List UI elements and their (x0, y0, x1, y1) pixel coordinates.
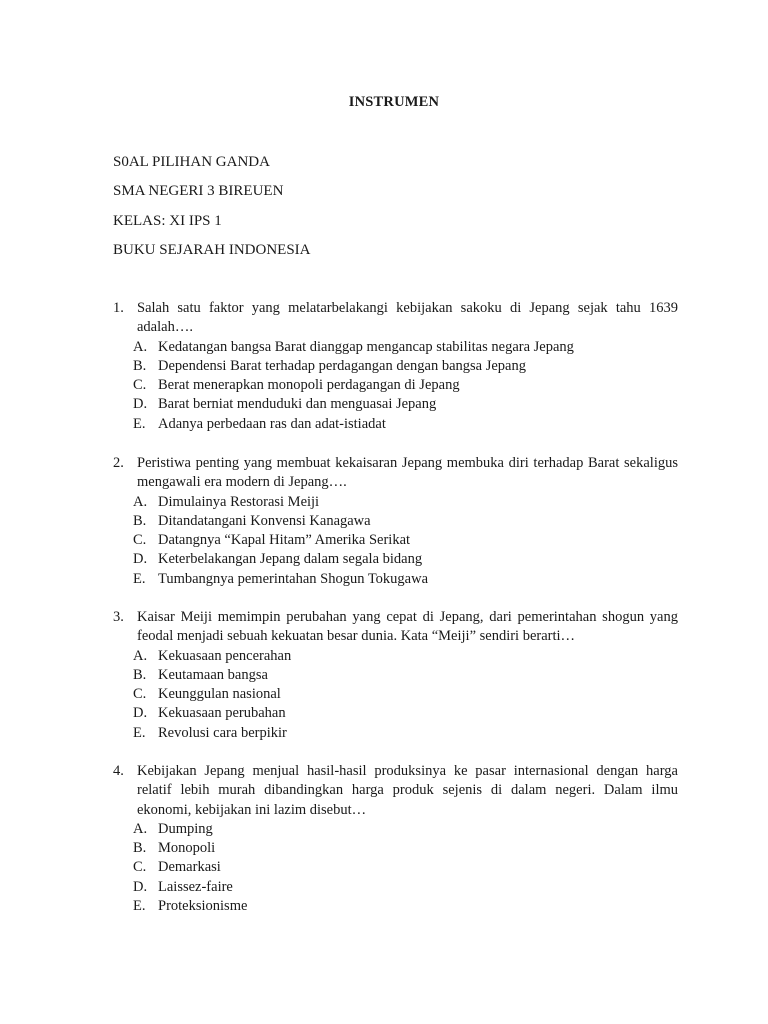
option-letter: D. (133, 705, 148, 722)
option-e (113, 724, 678, 743)
option-text: Kedatangan bangsa Barat dianggap mengancap stabilitas negara Jepang (158, 338, 574, 355)
option-list (113, 647, 678, 743)
option-text: Dimulainya Restorasi Meiji (158, 493, 320, 510)
question-text: Peristiwa penting yang membuat kekaisaran Jepang membuka diri terhadap Barat sekaligus mengawali era modern di Jepang…. (137, 455, 678, 491)
option-d (113, 550, 678, 569)
option-text: Dumping (158, 820, 213, 837)
question-text: Salah satu faktor yang melatarbelakangi kebijakan sakoku di Jepang sejak tahu 1639 adalah…. (137, 300, 678, 336)
option-letter: B. (133, 840, 147, 857)
option-text: Keunggulan nasional (158, 686, 281, 703)
question-1 (113, 299, 678, 434)
option-d (113, 878, 678, 897)
question-3 (113, 608, 678, 743)
option-list (113, 493, 678, 589)
option-c (113, 376, 678, 395)
question-2 (113, 454, 678, 589)
option-letter: E. (133, 898, 146, 915)
option-letter: A. (133, 493, 148, 510)
option-list (113, 820, 678, 916)
option-text: Tumbangnya pemerintahan Shogun Tokugawa (158, 570, 429, 587)
option-e (113, 897, 678, 916)
option-e (113, 570, 678, 589)
option-letter: B. (133, 357, 147, 374)
option-letter: D. (133, 551, 148, 568)
option-list (113, 338, 678, 434)
option-d (113, 704, 678, 723)
option-letter: E. (133, 724, 146, 741)
option-text: Adanya perbedaan ras dan adat-istiadat (158, 415, 386, 432)
option-text: Ditandatangani Konvensi Kanagawa (158, 512, 371, 529)
option-letter: B. (133, 666, 147, 683)
option-e (113, 415, 678, 434)
option-text: Monopoli (158, 840, 216, 857)
option-letter: B. (133, 512, 147, 529)
option-text: Dependensi Barat terhadap perdagangan dengan bangsa Jepang (158, 357, 526, 374)
question-number: 3. (113, 609, 124, 625)
option-letter: A. (133, 820, 148, 837)
option-letter: C. (133, 686, 147, 703)
option-text: Demarkasi (158, 859, 221, 876)
option-text: Kekuasaan perubahan (158, 705, 286, 722)
option-a (113, 820, 678, 839)
option-letter: E. (133, 415, 146, 432)
option-c (113, 685, 678, 704)
option-text: Laissez-faire (158, 878, 233, 895)
option-text: Barat berniat menduduki dan menguasai Jepang (158, 396, 437, 413)
option-c (113, 858, 678, 877)
option-letter: C. (133, 859, 147, 876)
option-a (113, 647, 678, 666)
option-text: Kekuasaan pencerahan (158, 647, 292, 664)
option-letter: E. (133, 570, 146, 587)
option-letter: A. (133, 647, 148, 664)
question-text: Kaisar Meiji memimpin perubahan yang cepat di Jepang, dari pemerintahan shogun yang feodal menjadi sebuah kekuatan besar dunia. Kata “Meiji” sendiri berarti… (137, 609, 678, 645)
option-text: Berat menerapkan monopoli perdagangan di Jepang (158, 377, 460, 394)
question-4 (113, 762, 678, 916)
option-b (113, 512, 678, 531)
option-letter: D. (133, 396, 148, 413)
option-text: Keterbelakangan Jepang dalam segala bidang (158, 551, 423, 568)
option-a (113, 338, 678, 357)
option-text: Revolusi cara berpikir (158, 724, 287, 741)
question-number: 4. (113, 763, 124, 779)
header-school: SMA NEGERI 3 BIREUEN (113, 183, 284, 199)
header-exam-type: S0AL PILIHAN GANDA (113, 154, 270, 170)
header-book: BUKU SEJARAH INDONESIA (113, 242, 311, 258)
option-b (113, 357, 678, 376)
document-title: INSTRUMEN (348, 94, 440, 110)
option-text: Datangnya “Kapal Hitam” Amerika Serikat (158, 532, 411, 549)
option-letter: C. (133, 377, 147, 394)
option-d (113, 395, 678, 414)
option-b (113, 839, 678, 858)
option-text: Proteksionisme (158, 898, 248, 915)
question-number: 1. (113, 300, 124, 316)
option-letter: D. (133, 878, 148, 895)
question-text: Kebijakan Jepang menjual hasil-hasil produksinya ke pasar internasional dengan harga relatif lebih murah dibandingkan harga produk sejenis di dalam negeri. Dalam ilmu ekonomi, kebijakan ini lazim disebut… (137, 763, 678, 818)
option-letter: C. (133, 532, 147, 549)
question-number: 2. (113, 455, 124, 471)
option-text: Keutamaan bangsa (158, 666, 268, 683)
option-a (113, 493, 678, 512)
header-class: KELAS: XI IPS 1 (113, 213, 222, 229)
option-c (113, 531, 678, 550)
option-b (113, 666, 678, 685)
option-letter: A. (133, 338, 148, 355)
